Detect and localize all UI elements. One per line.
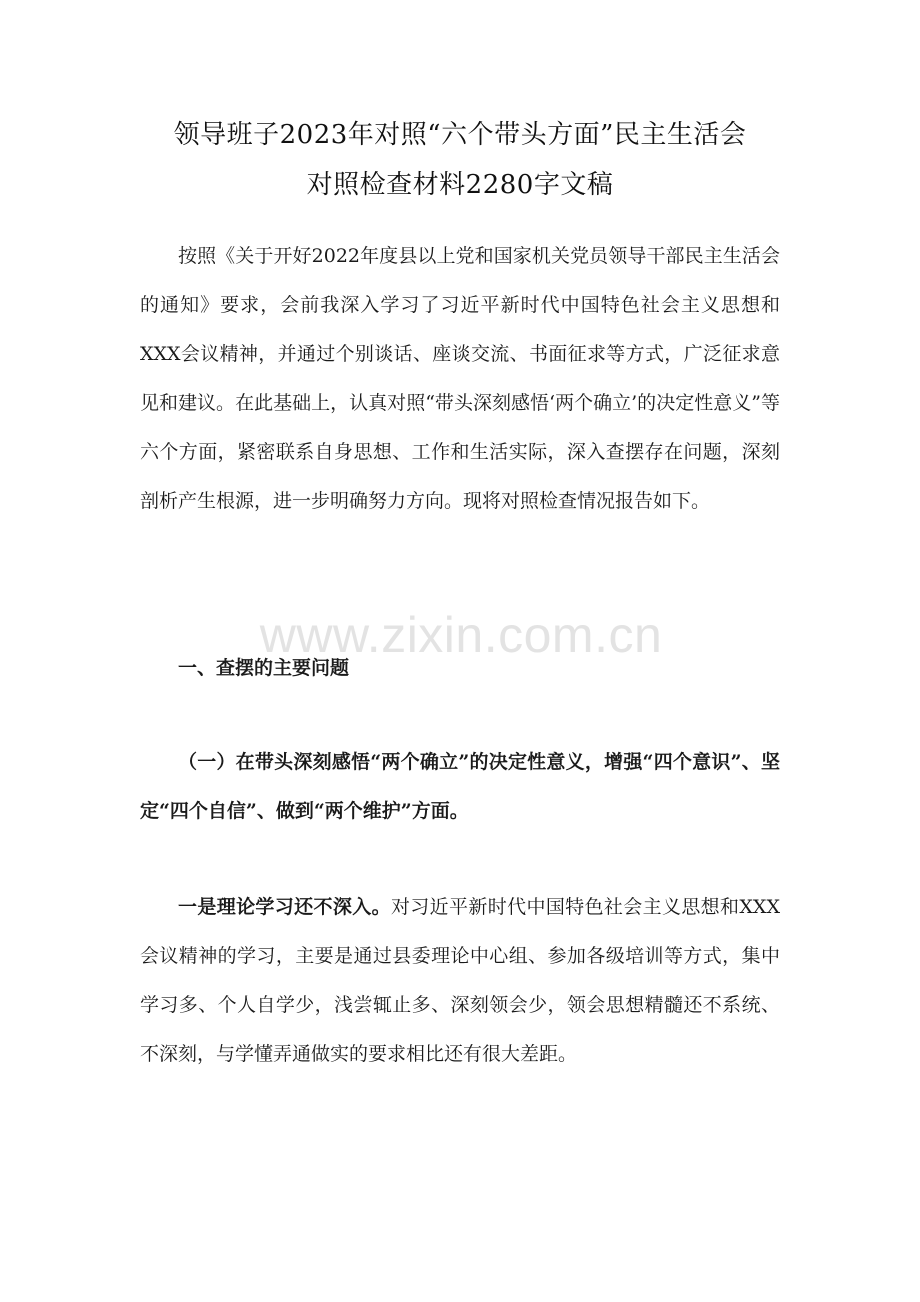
point-lead: 一是理论学习还不深入。: [178, 896, 391, 918]
document-title-line2: 对照检查材料2280字文稿: [306, 170, 614, 200]
intro-paragraph: 按照《关于开好2022年度县以上党和国家机关党员领导干部民主生活会的通知》要求，会前我深入学习了习近平新时代中国特色社会主义思想和XXX会议精神，并通过个别谈话、座谈交流、书面征求等方式，广泛征求意见和建议。在此基础上，认真对照“带头深刻感悟‘两个确立’的决定性意义”等六个方面，紧密联系自身思想、工作和生活实际，深入查摆存在问题，深刻剖析产生根源，进一步明确努力方向。现将对照检查情况报告如下。: [140, 245, 780, 512]
site-watermark: www.zixin.com.cn: [259, 607, 663, 663]
point-body: 对习近平新时代中国特色社会主义思想和XXX会议精神的学习，主要是通过县委理论中心组、参加各级培训等方式，集中学习多、个人自学少，浅尝辄止多、深刻领会少，领会思想精髓还不系统、不深刻，与学懂弄通做实的要求相比还有很大差距。: [140, 896, 780, 1065]
section-heading: 一、查摆的主要问题: [178, 657, 350, 679]
subsection-heading: （一）在带头深刻感悟“两个确立”的决定性意义，增强“四个意识”、坚定“四个自信”、做到“两个维护”方面。: [140, 751, 780, 822]
point-paragraph: [140, 883, 780, 1079]
document-title-line1: 领导班子2023年对照“六个带头方面”民主生活会: [173, 120, 747, 150]
